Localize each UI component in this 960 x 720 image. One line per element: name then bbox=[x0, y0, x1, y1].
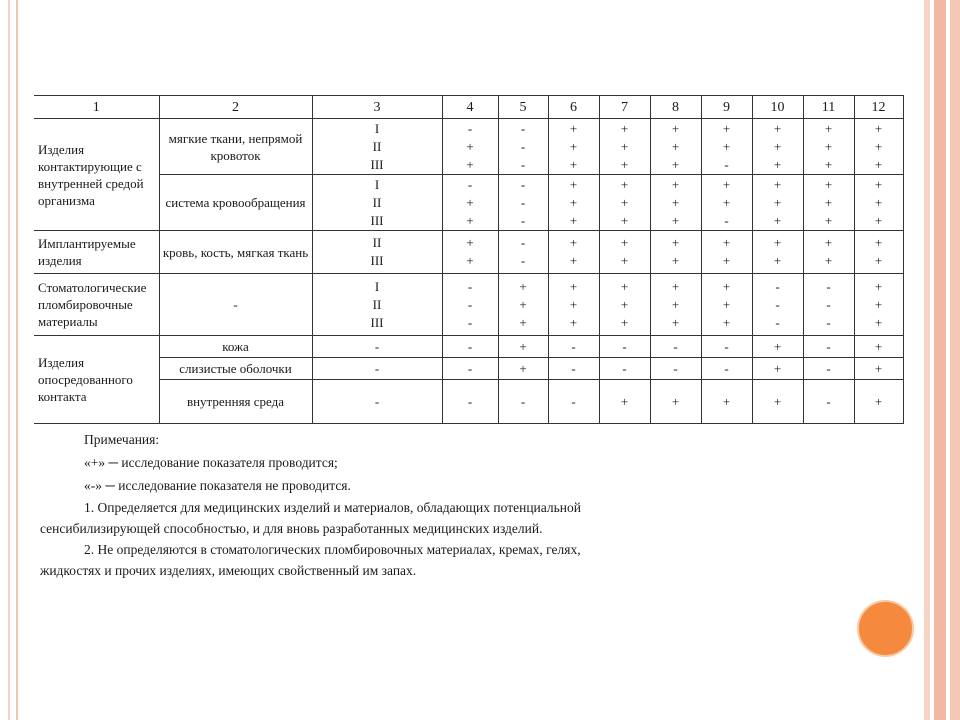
mark: + bbox=[620, 212, 629, 228]
mark-cell: + bbox=[854, 380, 903, 424]
mark: + bbox=[874, 212, 883, 228]
mark: + bbox=[671, 120, 680, 136]
table-row bbox=[34, 358, 903, 380]
mark: - bbox=[826, 314, 831, 330]
mark-cell bbox=[442, 119, 498, 175]
class-label: II bbox=[372, 138, 382, 154]
column-header: 8 bbox=[650, 96, 701, 119]
mark-cell bbox=[854, 231, 903, 274]
mark: + bbox=[620, 253, 629, 268]
mark: - bbox=[520, 194, 526, 210]
mark: - bbox=[826, 296, 831, 312]
mark: + bbox=[773, 194, 782, 210]
slide-left-border bbox=[0, 0, 18, 720]
mark: + bbox=[569, 278, 578, 294]
class-cell: - bbox=[312, 358, 442, 380]
mark: - bbox=[826, 278, 831, 294]
mark: + bbox=[722, 120, 731, 136]
mark: + bbox=[519, 296, 527, 312]
mark: + bbox=[773, 235, 782, 250]
mark: + bbox=[569, 138, 578, 154]
column-header: 10 bbox=[752, 96, 803, 119]
mark: + bbox=[824, 253, 833, 268]
mark: + bbox=[569, 156, 578, 172]
mark: + bbox=[773, 138, 782, 154]
mark: - bbox=[467, 120, 473, 136]
class-cell bbox=[312, 119, 442, 175]
class-cell bbox=[312, 175, 442, 231]
group-label: Имплантируемые изделия bbox=[34, 231, 159, 274]
mark: + bbox=[874, 314, 883, 330]
mark-cell bbox=[803, 119, 854, 175]
tissue-cell: кожа bbox=[159, 336, 312, 358]
mark: + bbox=[671, 314, 680, 330]
class-cell: - bbox=[312, 336, 442, 358]
mark: + bbox=[466, 138, 474, 154]
mark-cell bbox=[803, 175, 854, 231]
mark: + bbox=[620, 156, 629, 172]
note-2-line-1: 2. Не определяются в стоматологических пломбировочных материалах, кремах, гелях, bbox=[84, 542, 581, 557]
mark: + bbox=[671, 253, 680, 268]
mark-cell bbox=[548, 274, 599, 336]
mark: + bbox=[824, 156, 833, 172]
mark-cell bbox=[752, 175, 803, 231]
mark: - bbox=[520, 176, 526, 192]
column-header: 12 bbox=[854, 96, 903, 119]
mark-cell: + bbox=[854, 336, 903, 358]
mark: - bbox=[520, 235, 526, 250]
mark: + bbox=[620, 296, 629, 312]
mark: + bbox=[773, 156, 782, 172]
class-label: II bbox=[372, 194, 382, 210]
table-row bbox=[34, 336, 903, 358]
class-cell bbox=[312, 274, 442, 336]
tissue-cell: система кровообращения bbox=[159, 175, 312, 231]
mark: + bbox=[569, 314, 578, 330]
mark-cell bbox=[701, 231, 752, 274]
mark-cell bbox=[548, 175, 599, 231]
class-cell: - bbox=[312, 380, 442, 424]
note-minus: «-» ─ исследование показателя не проводится. bbox=[84, 478, 351, 493]
mark: + bbox=[466, 253, 474, 268]
mark-cell: + bbox=[599, 380, 650, 424]
decorative-circle bbox=[857, 600, 914, 657]
mark-cell: - bbox=[803, 358, 854, 380]
mark: + bbox=[874, 138, 883, 154]
mark-cell: - bbox=[548, 336, 599, 358]
mark: + bbox=[874, 194, 883, 210]
mark: + bbox=[824, 176, 833, 192]
mark-cell: - bbox=[442, 380, 498, 424]
mark: - bbox=[520, 156, 526, 172]
mark: + bbox=[874, 296, 883, 312]
mark-cell: - bbox=[548, 380, 599, 424]
mark: + bbox=[620, 314, 629, 330]
mark: + bbox=[620, 138, 629, 154]
class-label: II bbox=[372, 296, 382, 312]
mark: + bbox=[519, 278, 527, 294]
table-row bbox=[34, 231, 903, 274]
mark: - bbox=[520, 212, 526, 228]
note-1-line-1: 1. Определяется для медицинских изделий и материалов, обладающих потенциальной bbox=[84, 500, 581, 515]
mark: + bbox=[569, 194, 578, 210]
class-label: III bbox=[370, 314, 384, 330]
mark: - bbox=[520, 253, 526, 268]
tissue-cell: внутренняя среда bbox=[159, 380, 312, 424]
mark: + bbox=[874, 253, 883, 268]
table-row bbox=[34, 380, 903, 424]
mark: + bbox=[824, 138, 833, 154]
class-cell bbox=[312, 231, 442, 274]
mark: + bbox=[519, 314, 527, 330]
notes-title: Примечания: bbox=[84, 432, 160, 447]
mark: - bbox=[775, 278, 780, 294]
column-header: 11 bbox=[803, 96, 854, 119]
mark-cell bbox=[548, 231, 599, 274]
column-header: 7 bbox=[599, 96, 650, 119]
mark-cell bbox=[701, 119, 752, 175]
mark-cell: - bbox=[548, 358, 599, 380]
mark: + bbox=[466, 212, 474, 228]
mark-cell bbox=[599, 231, 650, 274]
mark: + bbox=[466, 235, 474, 250]
column-header: 4 bbox=[442, 96, 498, 119]
tissue-cell: кровь, кость, мягкая ткань bbox=[159, 231, 312, 274]
tissue-cell: слизистые оболочки bbox=[159, 358, 312, 380]
mark-cell: + bbox=[701, 380, 752, 424]
mark: + bbox=[824, 120, 833, 136]
mark-cell: - bbox=[803, 336, 854, 358]
mark-cell bbox=[498, 119, 548, 175]
table-header-row bbox=[34, 96, 903, 119]
mark-cell bbox=[701, 274, 752, 336]
mark-cell: - bbox=[701, 358, 752, 380]
column-header: 2 bbox=[159, 96, 312, 119]
tissue-cell: - bbox=[159, 274, 312, 336]
column-header: 9 bbox=[701, 96, 752, 119]
class-label: III bbox=[370, 156, 384, 172]
mark-cell bbox=[650, 231, 701, 274]
notes-block bbox=[40, 428, 640, 581]
mark-cell: - bbox=[650, 358, 701, 380]
mark: + bbox=[722, 194, 731, 210]
class-label: II bbox=[372, 235, 382, 250]
mark: - bbox=[520, 138, 526, 154]
mark: + bbox=[671, 194, 680, 210]
mark: + bbox=[569, 176, 578, 192]
slide-right-border bbox=[924, 0, 960, 720]
mark: - bbox=[724, 212, 729, 228]
mark: + bbox=[722, 314, 731, 330]
mark: + bbox=[671, 212, 680, 228]
class-label: III bbox=[370, 212, 384, 228]
mark: + bbox=[874, 235, 883, 250]
column-header: 3 bbox=[312, 96, 442, 119]
mark: + bbox=[874, 120, 883, 136]
class-label: I bbox=[374, 176, 380, 192]
mark: + bbox=[466, 194, 474, 210]
mark-cell bbox=[803, 231, 854, 274]
mark-cell bbox=[752, 231, 803, 274]
mark: - bbox=[724, 156, 729, 172]
mark: + bbox=[824, 235, 833, 250]
mark-cell bbox=[650, 274, 701, 336]
mark: + bbox=[722, 278, 731, 294]
mark-cell bbox=[650, 175, 701, 231]
mark-cell: + bbox=[650, 380, 701, 424]
mark-cell bbox=[803, 274, 854, 336]
mark-cell bbox=[854, 175, 903, 231]
column-header: 1 bbox=[34, 96, 159, 119]
class-label: I bbox=[374, 278, 380, 294]
mark: + bbox=[722, 296, 731, 312]
mark: + bbox=[722, 235, 731, 250]
mark: + bbox=[671, 296, 680, 312]
mark: + bbox=[722, 176, 731, 192]
mark: + bbox=[569, 296, 578, 312]
mark: + bbox=[773, 253, 782, 268]
group-label: Изделия опосредованного контакта bbox=[34, 336, 159, 424]
mark: + bbox=[722, 253, 731, 268]
note-1-line-2: сенсибилизирующей способностью, и для вновь разработанных медицинских изделий. bbox=[40, 521, 543, 536]
mark: + bbox=[569, 235, 578, 250]
mark-cell bbox=[650, 119, 701, 175]
mark: + bbox=[671, 235, 680, 250]
class-label: I bbox=[374, 120, 380, 136]
mark: - bbox=[467, 296, 473, 312]
mark-cell: - bbox=[599, 358, 650, 380]
table-row bbox=[34, 175, 903, 231]
mark-cell bbox=[701, 175, 752, 231]
mark-cell bbox=[442, 175, 498, 231]
note-plus: «+» ─ исследование показателя проводится; bbox=[84, 455, 338, 470]
mark: + bbox=[671, 156, 680, 172]
mark: + bbox=[824, 212, 833, 228]
mark-cell bbox=[599, 119, 650, 175]
mark-cell bbox=[599, 274, 650, 336]
mark: + bbox=[569, 120, 578, 136]
mark: + bbox=[466, 156, 474, 172]
mark-cell: - bbox=[803, 380, 854, 424]
test-requirements-table bbox=[34, 95, 904, 424]
mark-cell bbox=[442, 274, 498, 336]
mark: + bbox=[773, 176, 782, 192]
mark: + bbox=[824, 194, 833, 210]
class-label: III bbox=[370, 253, 384, 268]
mark: - bbox=[520, 120, 526, 136]
column-header: 5 bbox=[498, 96, 548, 119]
mark: + bbox=[671, 176, 680, 192]
column-header: 6 bbox=[548, 96, 599, 119]
mark: + bbox=[569, 212, 578, 228]
mark-cell bbox=[854, 119, 903, 175]
mark-cell bbox=[498, 274, 548, 336]
mark: + bbox=[620, 194, 629, 210]
mark: + bbox=[671, 278, 680, 294]
mark-cell bbox=[498, 231, 548, 274]
mark-cell bbox=[442, 231, 498, 274]
mark: + bbox=[874, 176, 883, 192]
mark: + bbox=[569, 253, 578, 268]
mark: + bbox=[620, 235, 629, 250]
mark-cell: - bbox=[650, 336, 701, 358]
mark-cell: + bbox=[498, 336, 548, 358]
mark-cell: - bbox=[498, 380, 548, 424]
mark-cell: + bbox=[752, 336, 803, 358]
mark-cell: + bbox=[854, 358, 903, 380]
mark: - bbox=[467, 314, 473, 330]
mark-cell bbox=[498, 175, 548, 231]
mark: - bbox=[775, 314, 780, 330]
mark-cell: + bbox=[752, 358, 803, 380]
table-row bbox=[34, 119, 903, 175]
mark: + bbox=[773, 120, 782, 136]
mark-cell: - bbox=[442, 336, 498, 358]
mark: + bbox=[722, 138, 731, 154]
mark: + bbox=[773, 212, 782, 228]
tissue-cell: мягкие ткани, непрямой кровоток bbox=[159, 119, 312, 175]
mark-cell: + bbox=[498, 358, 548, 380]
mark: + bbox=[620, 278, 629, 294]
group-label: Стоматологические пломбировочные материалы bbox=[34, 274, 159, 336]
mark: + bbox=[874, 156, 883, 172]
mark: - bbox=[467, 278, 473, 294]
table-row bbox=[34, 274, 903, 336]
mark-cell bbox=[752, 274, 803, 336]
mark: + bbox=[620, 120, 629, 136]
mark: + bbox=[874, 278, 883, 294]
mark-cell: + bbox=[752, 380, 803, 424]
mark: - bbox=[775, 296, 780, 312]
mark: - bbox=[467, 176, 473, 192]
mark: + bbox=[671, 138, 680, 154]
mark-cell: - bbox=[442, 358, 498, 380]
mark: + bbox=[620, 176, 629, 192]
mark-cell bbox=[599, 175, 650, 231]
mark-cell bbox=[752, 119, 803, 175]
group-label: Изделия контактирующие с внутренней средой организма bbox=[34, 119, 159, 231]
mark-cell bbox=[854, 274, 903, 336]
mark-cell: - bbox=[599, 336, 650, 358]
mark-cell: - bbox=[701, 336, 752, 358]
mark-cell bbox=[548, 119, 599, 175]
note-2-line-2: жидкостях и прочих изделиях, имеющих свойственный им запах. bbox=[40, 563, 417, 578]
